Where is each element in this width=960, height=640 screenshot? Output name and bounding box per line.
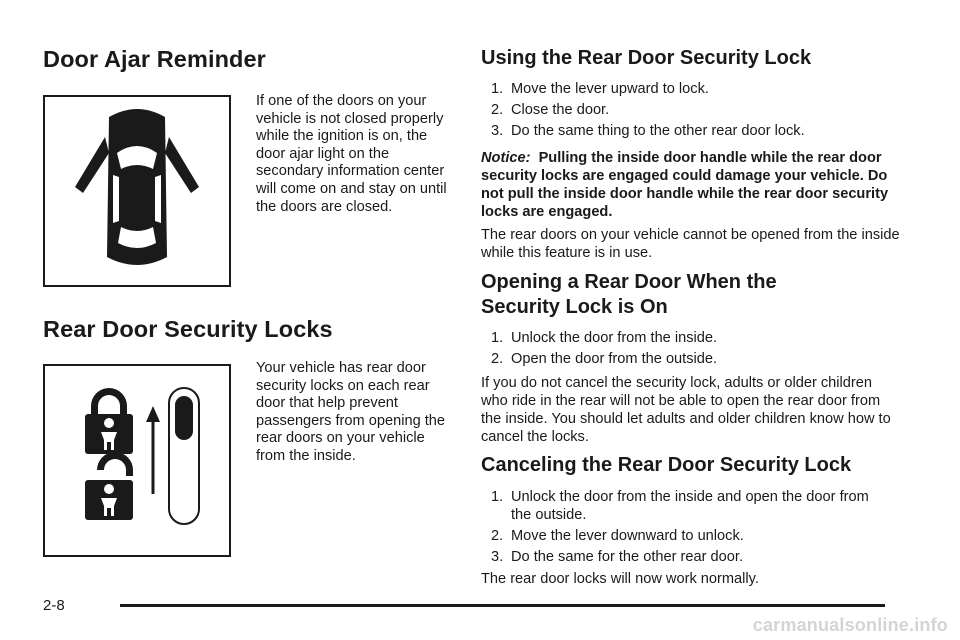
locks-normal-paragraph: The rear door locks will now work normally. [481, 571, 759, 587]
cancel-advice-paragraph: If you do not cancel the security lock, adults or older children who ride in the rear will not be able to open the rear door from the inside. You should let adults and older children know how to cancel the locks. [481, 375, 891, 445]
rear-locks-description: Your vehicle has rear door security locks on each rear door that help prevent passengers from opening the rear doors on your vehicle from the inside. [256, 360, 446, 464]
canceling-lock-heading: Canceling the Rear Door Security Lock [481, 454, 852, 476]
rear-lock-figure [43, 364, 231, 557]
opening-door-heading-line2: Security Lock is On [481, 296, 668, 318]
notice-label: Notice: [481, 150, 531, 166]
canceling-lock-steps [481, 488, 901, 566]
notice-paragraph [481, 149, 901, 221]
list-item: 3. Do the same thing to the other rear door lock. [491, 123, 805, 139]
list-item: 2. Close the door. [491, 102, 610, 118]
footer-rule [120, 604, 885, 607]
using-lock-heading: Using the Rear Door Security Lock [481, 47, 812, 69]
rear-door-locks-heading: Rear Door Security Locks [43, 316, 333, 342]
opening-door-steps [481, 329, 901, 368]
list-item: 2. Move the lever downward to unlock. [491, 528, 744, 544]
child-lock-lever-icon [45, 366, 229, 555]
page-number: 2-8 [43, 597, 65, 614]
using-lock-steps [481, 80, 901, 140]
watermark: carmanualsonline.info [752, 615, 948, 635]
door-ajar-heading: Door Ajar Reminder [43, 46, 266, 72]
list-item: 2. Open the door from the outside. [491, 351, 718, 367]
opening-door-heading-line1: Opening a Rear Door When the [481, 271, 777, 293]
door-ajar-description: If one of the doors on your vehicle is not closed properly while the ignition is on, the door ajar light on the secondary information center will come on and stay on until the doors are closed. [256, 93, 447, 215]
door-ajar-figure [43, 95, 231, 287]
list-item: 1. Unlock the door from the inside. [491, 330, 718, 346]
car-doors-open-icon [45, 97, 229, 285]
list-item: 3. Do the same for the other rear door. [491, 549, 744, 565]
list-item: 1. Unlock the door from the inside and open the door from the outside. [491, 489, 869, 523]
notice-text: Pulling the inside door handle while the rear door security locks are engaged could damage your vehicle. Do not pull the inside door handle while the rear door security locks are engaged. [481, 150, 889, 220]
doors-cannot-open-paragraph: The rear doors on your vehicle cannot be opened from the inside while this feature is in use. [481, 227, 900, 261]
list-item: 1. Move the lever upward to lock. [491, 81, 709, 97]
